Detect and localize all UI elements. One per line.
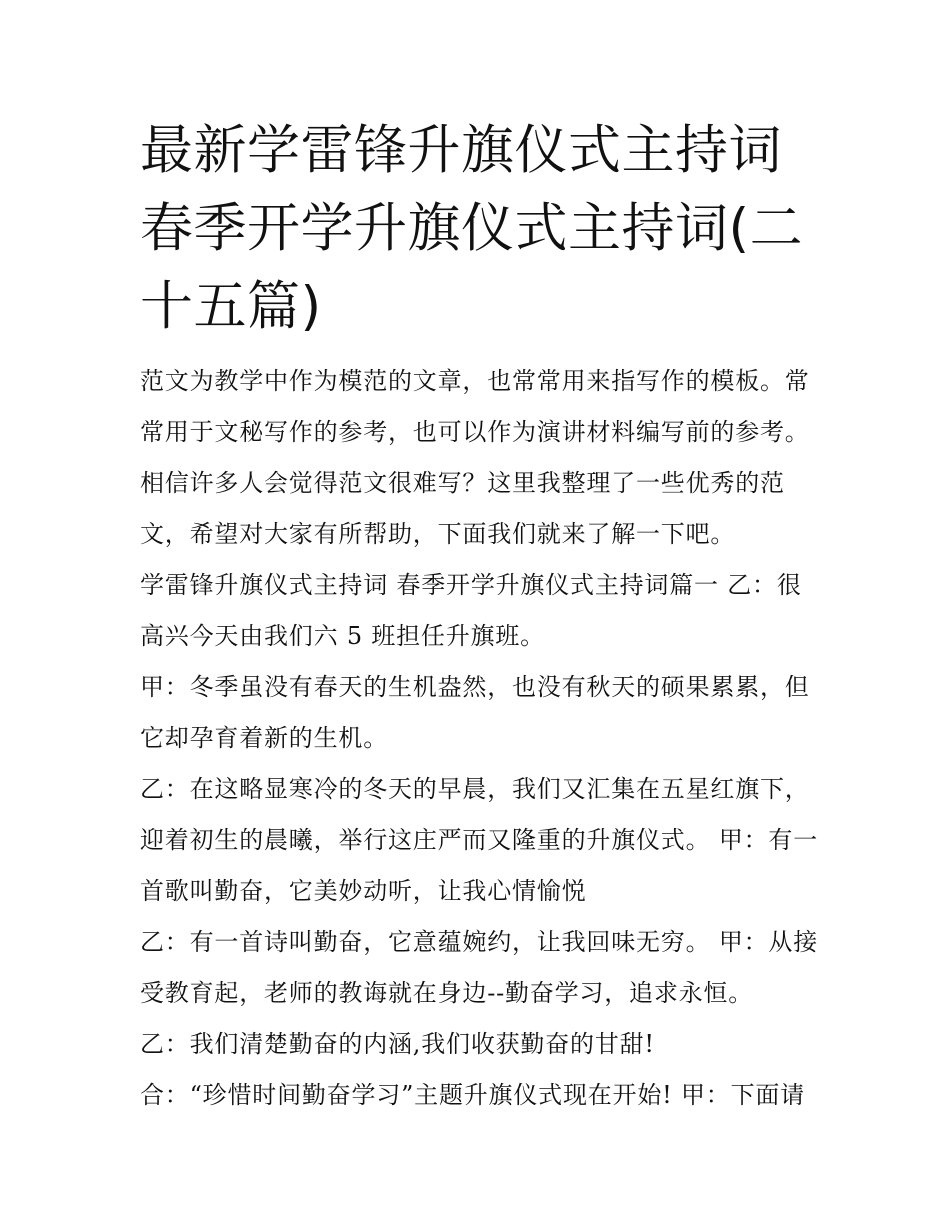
paragraph: 范文为教学中作为模范的文章，也常常用来指写作的模板。常常用于文秘写作的参考，也可以作为演讲材料编写前的参考。相信许多人会觉得范文很难写？这里我整理了一些优秀的范文，希望对大家有所帮助，下面我们就来了解一下吧。 — [140, 367, 810, 548]
paragraph: 乙：在这略显寒冷的冬天的早晨，我们又汇集在五星红旗下，迎着初生的晨曦，举行这庄严而又隆重的升旗仪式。 甲：有一首歌叫勤奋，它美妙动听，让我心情愉悦 — [140, 775, 819, 905]
document-title: 最新学雷锋升旗仪式主持词 春季开学升旗仪式主持词(二十五篇) — [140, 120, 804, 337]
paragraph: 乙：有一首诗叫勤奋，它意蕴婉约，让我回味无穷。 甲：从接受教育起，老师的教诲就在身边--勤奋学习，追求永恒。 — [140, 928, 819, 1007]
paragraph: 甲：冬季虽没有春天的生机盎然，也没有秋天的硕果累累，但它却孕育着新的生机。 — [140, 673, 810, 752]
paragraph: 乙：我们清楚勤奋的内涵,我们收获勤奋的甘甜! — [140, 1030, 655, 1058]
paragraph: 合：“珍惜时间勤奋学习”主题升旗仪式现在开始! 甲：下面请 — [140, 1081, 806, 1109]
document-body — [140, 356, 820, 1121]
paragraph: 学雷锋升旗仪式主持词 春季开学升旗仪式主持词篇一 乙：很高兴今天由我们六 5 班担任升旗班。 — [140, 571, 802, 650]
